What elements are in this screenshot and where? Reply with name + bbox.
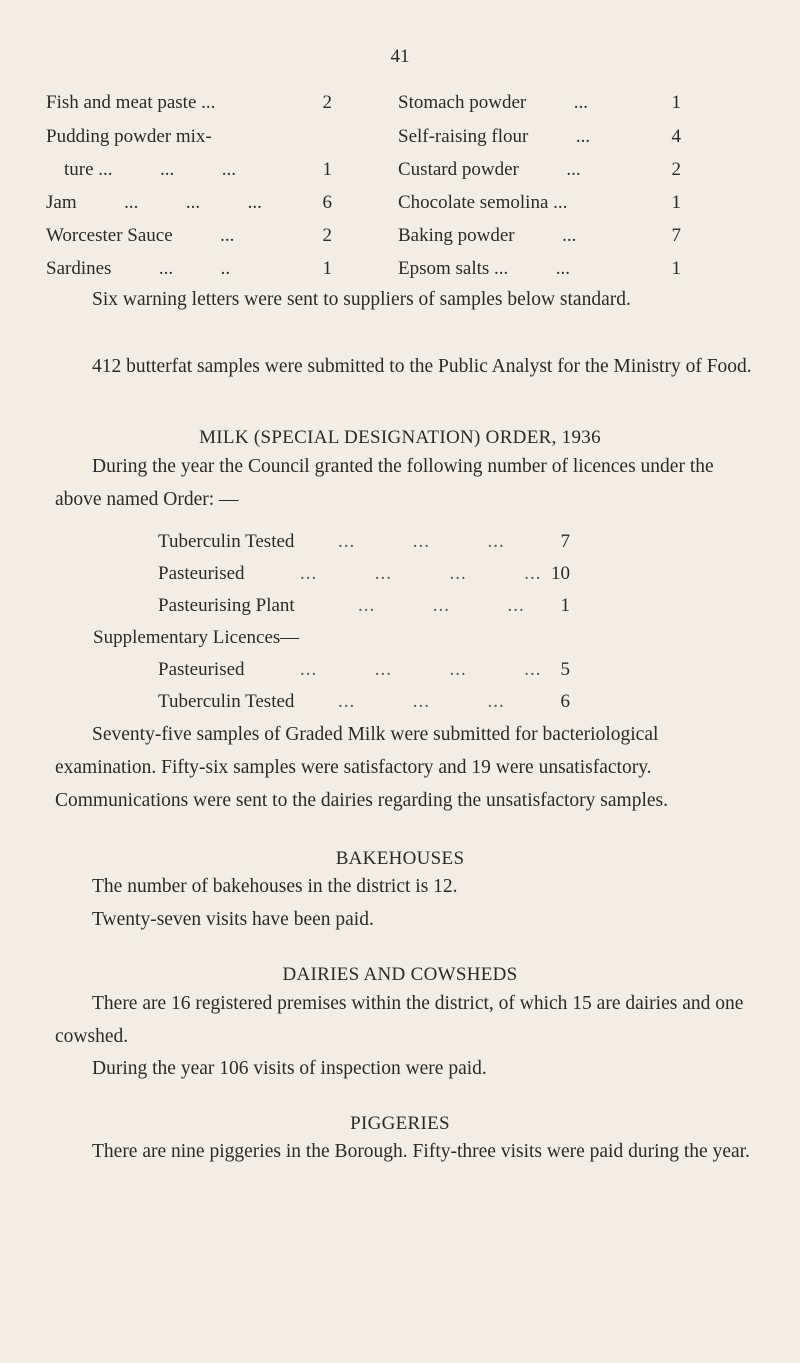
licence-dots: ... ... ...	[338, 531, 505, 552]
licence-label: Tuberculin Tested	[158, 531, 295, 552]
bakehouses-count: The number of bakehouses in the district is 12.	[92, 876, 458, 897]
licence-count: 1	[560, 595, 570, 616]
sample-count: 6	[322, 192, 332, 213]
sample-count: 1	[322, 159, 332, 180]
licence-count: 6	[560, 691, 570, 712]
sample-count: 1	[671, 92, 681, 113]
sample-count: 4	[671, 126, 681, 147]
sample-count: 7	[671, 225, 681, 246]
sample-count: 1	[671, 192, 681, 213]
licence-label: Pasteurising Plant	[158, 595, 295, 616]
licence-count: 5	[560, 659, 570, 680]
sample-label: Baking powder ...	[398, 225, 577, 246]
piggeries-paragraph: There are nine piggeries in the Borough. Fifty-three visits were paid during the year.	[92, 1141, 750, 1162]
dairies-heading: DAIRIES AND COWSHEDS	[282, 964, 518, 985]
butterfat-paragraph: 412 butterfat samples were submitted to the Public Analyst for the Ministry of Food.	[92, 356, 752, 377]
licence-count: 7	[560, 531, 570, 552]
licence-dots: ... ... ...	[338, 691, 505, 712]
dairies-premises-paragraph: There are 16 registered premises within the district, of which 15 are dairies and one cowshed.	[55, 993, 744, 1047]
licence-dots: ... ... ... ...	[300, 563, 542, 584]
sample-label: Epsom salts ... ...	[398, 258, 571, 279]
sample-label: Stomach powder ...	[398, 92, 588, 113]
milk-licences-intro: During the year the Council granted the following number of licences under the above named Order: —	[55, 456, 714, 510]
warning-letters-paragraph: Six warning letters were sent to suppliers of samples below standard.	[92, 289, 631, 310]
sample-count: 1	[322, 258, 332, 279]
sample-count: 2	[322, 92, 332, 113]
milk-order-heading: MILK (SPECIAL DESIGNATION) ORDER, 1936	[199, 427, 601, 448]
licence-dots: ... ... ... ...	[300, 659, 542, 680]
sample-label: Jam ... ... ...	[46, 192, 262, 213]
licence-count: 10	[551, 563, 570, 584]
sample-label: Pudding powder mix-	[46, 126, 212, 147]
bakehouses-heading: BAKEHOUSES	[335, 848, 465, 869]
sample-count: 2	[322, 225, 332, 246]
bakehouses-visits: Twenty-seven visits have been paid.	[92, 909, 374, 930]
licence-label: Pasteurised	[158, 659, 245, 680]
sample-label: Worcester Sauce ...	[46, 225, 235, 246]
sample-label: ture ... ... ...	[64, 159, 237, 180]
dairies-visits: During the year 106 visits of inspection were paid.	[92, 1058, 487, 1079]
page-number: 41	[390, 46, 410, 67]
sample-count: 2	[671, 159, 681, 180]
sample-label: Self-raising flour ...	[398, 126, 591, 147]
supplementary-licences-label: Supplementary Licences—	[93, 627, 300, 648]
graded-milk-paragraph: Seventy-five samples of Graded Milk were submitted for bacteriological examination. Fifty-six samples were satisfactory and 19 were unsatisfactory. Communications were sent to the dairies regarding the unsatisfactory samples.	[55, 724, 669, 811]
licence-label: Pasteurised	[158, 563, 245, 584]
sample-label: Fish and meat paste ...	[46, 92, 216, 113]
licence-dots: ... ... ...	[358, 595, 525, 616]
sample-label: Custard powder ...	[398, 159, 581, 180]
piggeries-heading: PIGGERIES	[350, 1113, 450, 1134]
sample-label: Sardines ... ..	[46, 258, 231, 279]
sample-label: Chocolate semolina ...	[398, 192, 568, 213]
licence-label: Tuberculin Tested	[158, 691, 295, 712]
sample-count: 1	[671, 258, 681, 279]
